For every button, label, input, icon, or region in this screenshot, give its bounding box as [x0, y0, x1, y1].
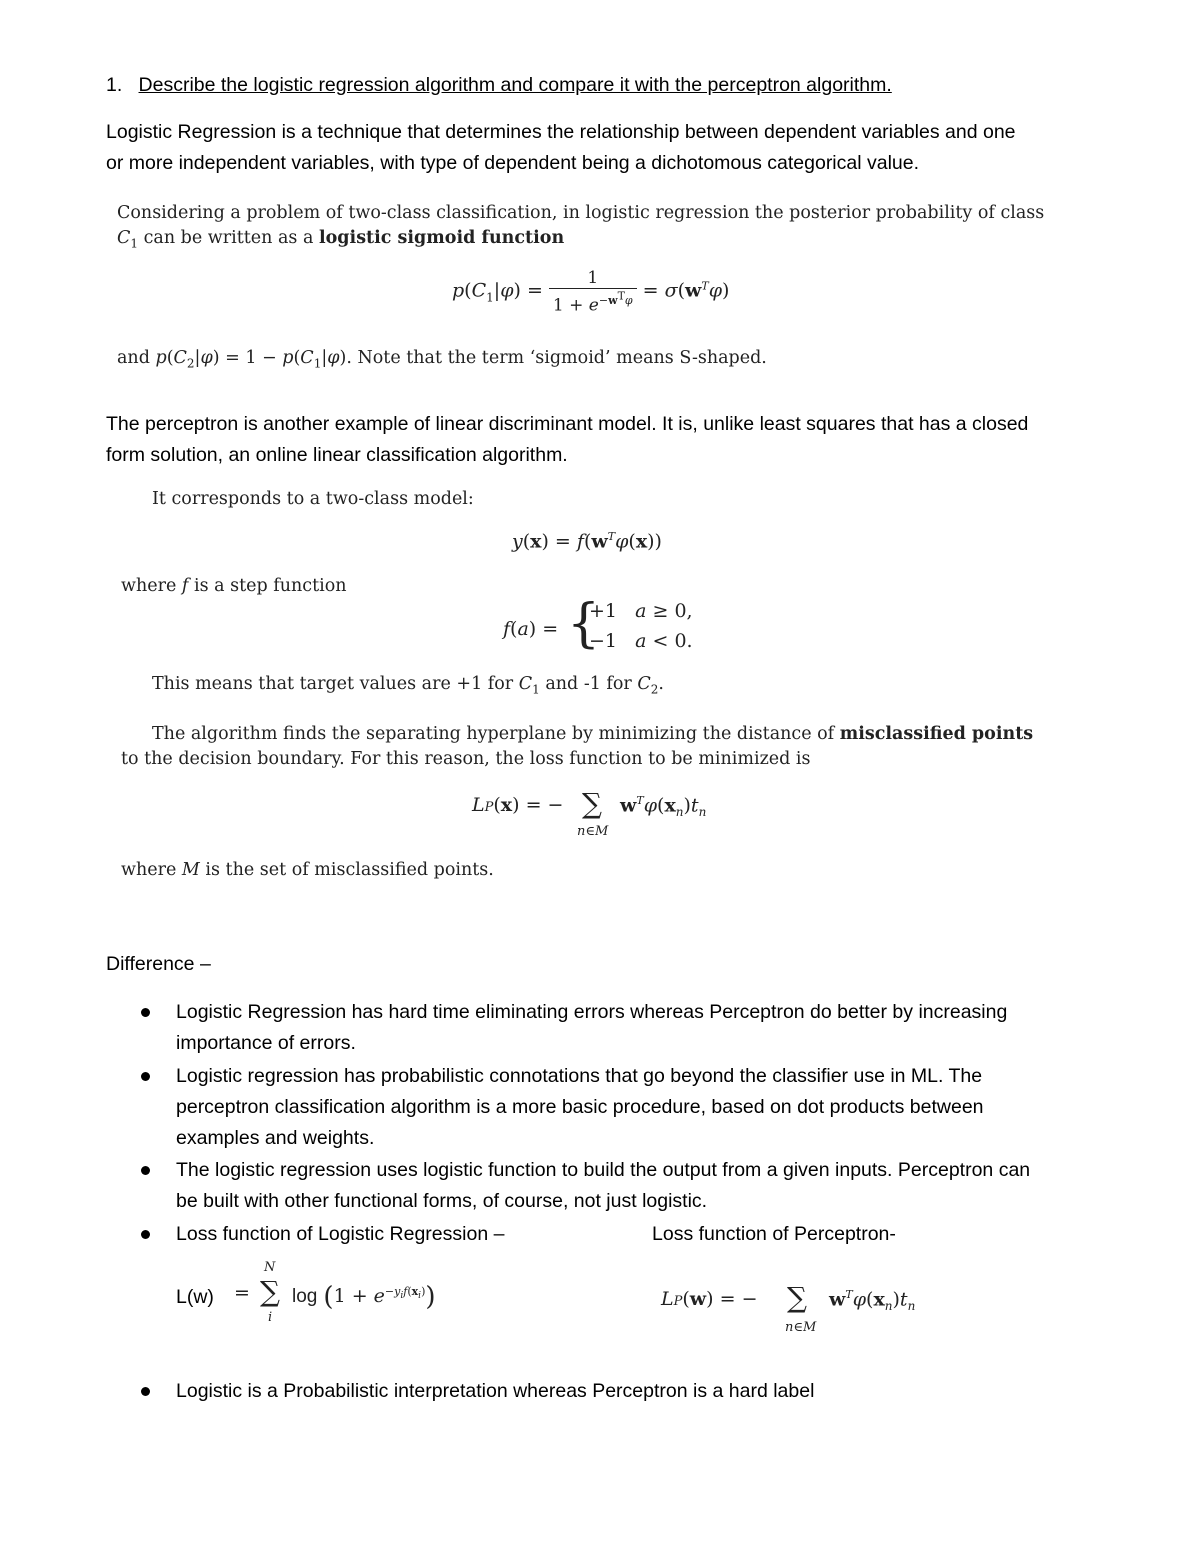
- bullet-dot: [141, 1072, 150, 1081]
- logistic-excerpt-bold: logistic sigmoid function: [318, 228, 565, 248]
- step-function-text: where f is a step function: [121, 576, 347, 596]
- question-heading: [106, 70, 892, 101]
- logistic-excerpt-note-line: and $p(C_2|\varphi) = 1 - p(C_1|\varphi)$. Note that the term ‘sigmoid’ means S-shaped.: [117, 348, 767, 371]
- loss-lr-equation: L(w) = N ∑ i $\log (1 + e^{-y_if(x_i)})$: [176, 1260, 436, 1325]
- algorithm-line-2: to the decision boundary. For this reason, the loss function to be minimized is: [121, 749, 811, 769]
- question-text: Describe the logistic regression algorithm and compare it with the perceptron algorithm.: [138, 74, 892, 96]
- misclassified-text: where M is the set of misclassified points.: [121, 860, 494, 880]
- perceptron-intro-line-1: The perceptron is another example of linear discriminant model. It is, unlike least squares that has a closed: [106, 413, 1029, 435]
- algorithm-line-1-text: The algorithm finds the separating hyperplane by minimizing the distance of: [152, 724, 835, 744]
- bullet-dot: [141, 1166, 150, 1175]
- perceptron-intro-line-2: form solution, an online linear classification algorithm.: [106, 444, 568, 466]
- bullet-2-line-2: perceptron classification algorithm is a more basic procedure, based on dot products between: [176, 1096, 984, 1118]
- bullet-2-line-3: examples and weights.: [176, 1127, 375, 1149]
- target-values-prefix: This means that target values are +1 for: [152, 674, 514, 694]
- bullet-3-line-2: be built with other functional forms, of course, not just logistic.: [176, 1190, 708, 1212]
- logistic-excerpt-line-2: $C_1$ can be written as a logistic sigmoid function: [117, 228, 565, 251]
- bullet-dot: [141, 1387, 150, 1396]
- bullet-dot: [141, 1008, 150, 1017]
- loss-perceptron-equation: LP(w) = − ∑ n∈M $w^T\varphi(x_n)t_n$: [661, 1281, 916, 1335]
- bullet-1-line-2: importance of errors.: [176, 1032, 356, 1054]
- difference-heading: Difference –: [106, 953, 211, 975]
- logistic-excerpt-note: . Note that the term ‘sigmoid’ means S-shaped.: [346, 348, 767, 368]
- logistic-intro-line-1: Logistic Regression is a technique that determines the relationship between dependent variables and one: [106, 121, 1016, 143]
- misclassified-suffix: is the set of misclassified points.: [205, 860, 494, 880]
- perceptron-model-equation: $y(x) = f(w^T\varphi(x))$: [512, 530, 662, 553]
- target-values-and: and -1 for: [545, 674, 632, 694]
- misclassified-prefix: where: [121, 860, 177, 880]
- bullet-3-line-1: The logistic regression uses logistic function to build the output from a given inputs. Perceptron can: [176, 1159, 1031, 1181]
- bullet-2-line-1: Logistic regression has probabilistic connotations that go beyond the classifier use in ML. The: [176, 1065, 983, 1087]
- loss-lr-label: Loss function of Logistic Regression –: [176, 1223, 505, 1245]
- sigmoid-equation: $p(C_1|\varphi)$ = $\frac{1}{1 + e^{-w^T\varphi}}$ = $\sigma(w^T\varphi)$: [452, 268, 730, 316]
- bullet-1-line-1: Logistic Regression has hard time eliminating errors whereas Perceptron do better by increasing: [176, 1001, 1008, 1023]
- question-number: 1.: [106, 74, 123, 96]
- step-function-suffix: is a step function: [193, 576, 347, 596]
- bullet-5-line-1: Logistic is a Probabilistic interpretation whereas Perceptron is a hard label: [176, 1380, 815, 1402]
- two-class-model-text: It corresponds to a two-class model:: [152, 489, 474, 509]
- logistic-excerpt-line-1: Considering a problem of two-class classification, in logistic regression the posterior probability of class: [117, 203, 1045, 223]
- logistic-excerpt-line-2-text: can be written as a: [143, 228, 314, 248]
- perceptron-loss-equation: LP(x) = − ∑ n∈M $w^T\varphi(x_n)t_n$: [472, 787, 707, 839]
- loss-perceptron-label: Loss function of Perceptron-: [652, 1223, 896, 1245]
- step-function-prefix: where: [121, 576, 177, 596]
- bullet-dot: [141, 1230, 150, 1239]
- algorithm-line-1-bold: misclassified points: [839, 724, 1034, 744]
- loss-lr-lhs: L(w): [176, 1286, 214, 1308]
- target-values-text: This means that target values are +1 for $C_1$ and -1 for $C_2$.: [152, 674, 664, 697]
- algorithm-line-1: [152, 722, 1033, 746]
- logistic-intro-line-2: or more independent variables, with type of dependent being a dichotomous categorical value.: [106, 152, 920, 174]
